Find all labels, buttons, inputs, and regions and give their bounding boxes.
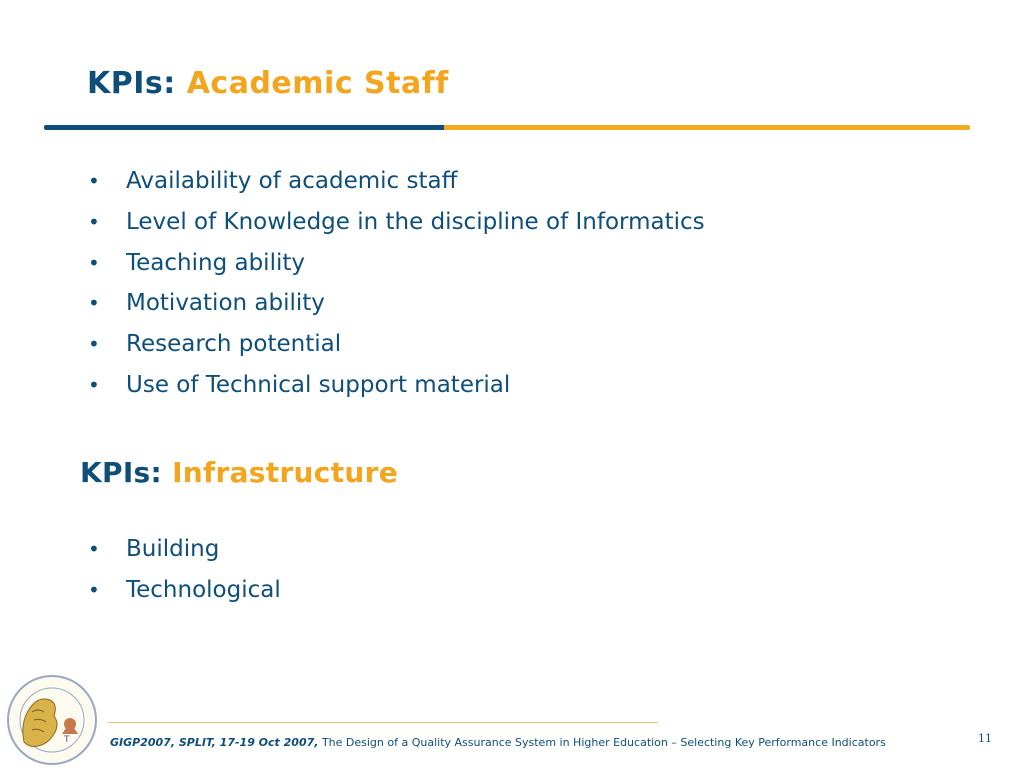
svg-text:T: T — [64, 735, 70, 745]
footer-paper-title: The Design of a Quality Assurance System in Higher Education – Selecting Key Performance Indicators — [321, 736, 886, 749]
bullet-icon: • — [88, 537, 100, 561]
footer-conference: GIGP2007, SPLIT, 17-19 Oct 2007, — [110, 736, 319, 749]
divider-gold-segment — [444, 125, 970, 130]
bullet-icon: • — [88, 250, 100, 275]
bullet-icon: • — [88, 291, 100, 316]
bullet-icon: • — [88, 372, 100, 397]
title-divider — [44, 125, 970, 131]
footer-caption — [110, 736, 886, 749]
title-prefix: KPIs: — [80, 456, 162, 489]
section-title-academic-staff — [87, 66, 449, 101]
page-number: 11 — [978, 732, 992, 745]
bullet-icon: • — [88, 332, 100, 357]
title-accent: Infrastructure — [172, 456, 399, 489]
section-title-infrastructure — [80, 456, 398, 489]
institution-seal-icon — [2, 672, 104, 768]
footer-divider — [108, 722, 658, 723]
bullet-icon: • — [88, 209, 100, 234]
title-accent: Academic Staff — [186, 66, 449, 101]
bullet-icon: • — [88, 577, 100, 602]
divider-blue-segment — [44, 125, 444, 130]
title-prefix: KPIs: — [87, 66, 176, 101]
bullet-icon: • — [88, 169, 100, 193]
